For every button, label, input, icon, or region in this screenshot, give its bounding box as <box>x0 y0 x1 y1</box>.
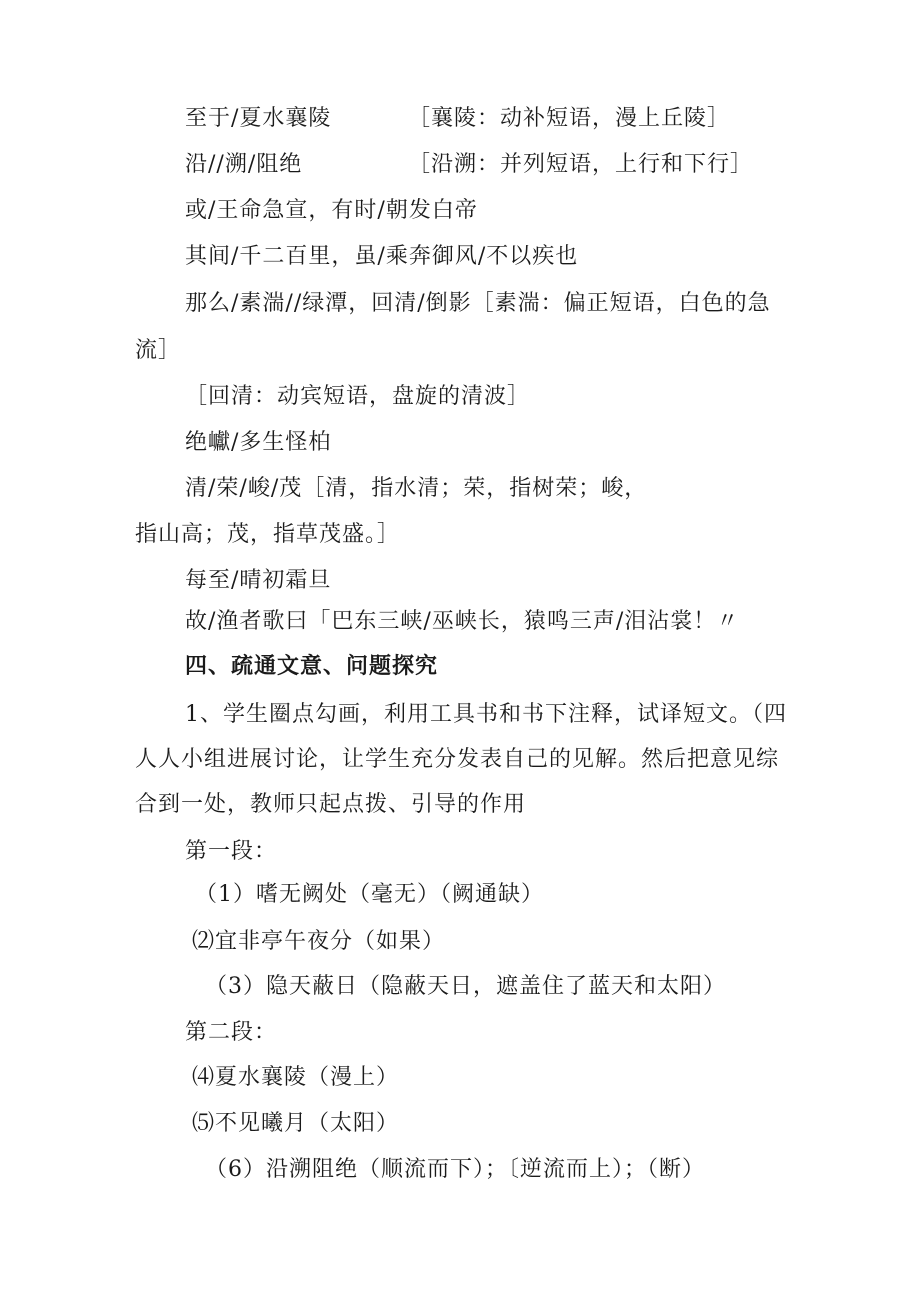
text-line: 故/渔者歌曰「巴东三峡/巫峡长，猿鸣三声/泪沾裳！〃 <box>185 609 740 634</box>
list-item: ⑵宜非亭午夜分（如果） <box>192 929 446 954</box>
section-heading: 四、疏通文意、问题探究 <box>185 654 439 679</box>
text-line: 其间/千二百里，虽/乘奔御风/不以疾也 <box>185 244 579 269</box>
text-line: 沿//溯/阻绝 <box>185 152 303 177</box>
list-item: ⑸不见曦月（太阳） <box>192 1111 400 1136</box>
part-label: 第一段： <box>185 839 278 864</box>
text-line: 绝巘/多生怪柏 <box>185 430 332 455</box>
text-line: ［回清：动宾短语，盘旋的清波］ <box>185 384 531 409</box>
list-item: （1）嗜无阙处（毫无）（阙通缺） <box>195 882 544 907</box>
annotation: ［沿溯：并列短语，上行和下行］ <box>408 152 754 177</box>
text-line: 或/王命急宣，有时/朝发白帝 <box>185 198 478 223</box>
text-line: 清/荣/峻/茂［清，指水清；荣，指树荣；峻， <box>185 476 648 501</box>
list-item: （6）沿溯阻绝（顺流而下）；〔逆流而上）；（断） <box>205 1157 705 1182</box>
list-item: ⑷夏水襄陵（漫上） <box>192 1065 400 1090</box>
part-label: 第二段： <box>185 1020 278 1045</box>
paragraph-line: 1、学生圈点勾画，利用工具书和书下注释，试译短文。（四 <box>185 702 787 727</box>
annotation: ［襄陵：动补短语，漫上丘陵］ <box>408 106 731 131</box>
text-line: 流］ <box>135 338 182 363</box>
text-line: 指山高；茂，指草茂盛。］ <box>135 522 401 547</box>
text-line: 每至/晴初霜旦 <box>185 568 332 593</box>
paragraph-line: 合到一处，教师只起点拨、引导的作用 <box>135 792 527 817</box>
list-item: （3）隐天蔽日（隐蔽天日，遮盖住了蓝天和太阳） <box>205 974 726 999</box>
text-line: 那么/素湍//绿潭，回清/倒影［素湍：偏正短语，白色的急 <box>185 291 771 316</box>
text-line: 至于/夏水襄陵 <box>185 106 332 131</box>
paragraph-line: 人人小组进展讨论，让学生充分发表自己的见解。然后把意见综 <box>135 747 780 772</box>
